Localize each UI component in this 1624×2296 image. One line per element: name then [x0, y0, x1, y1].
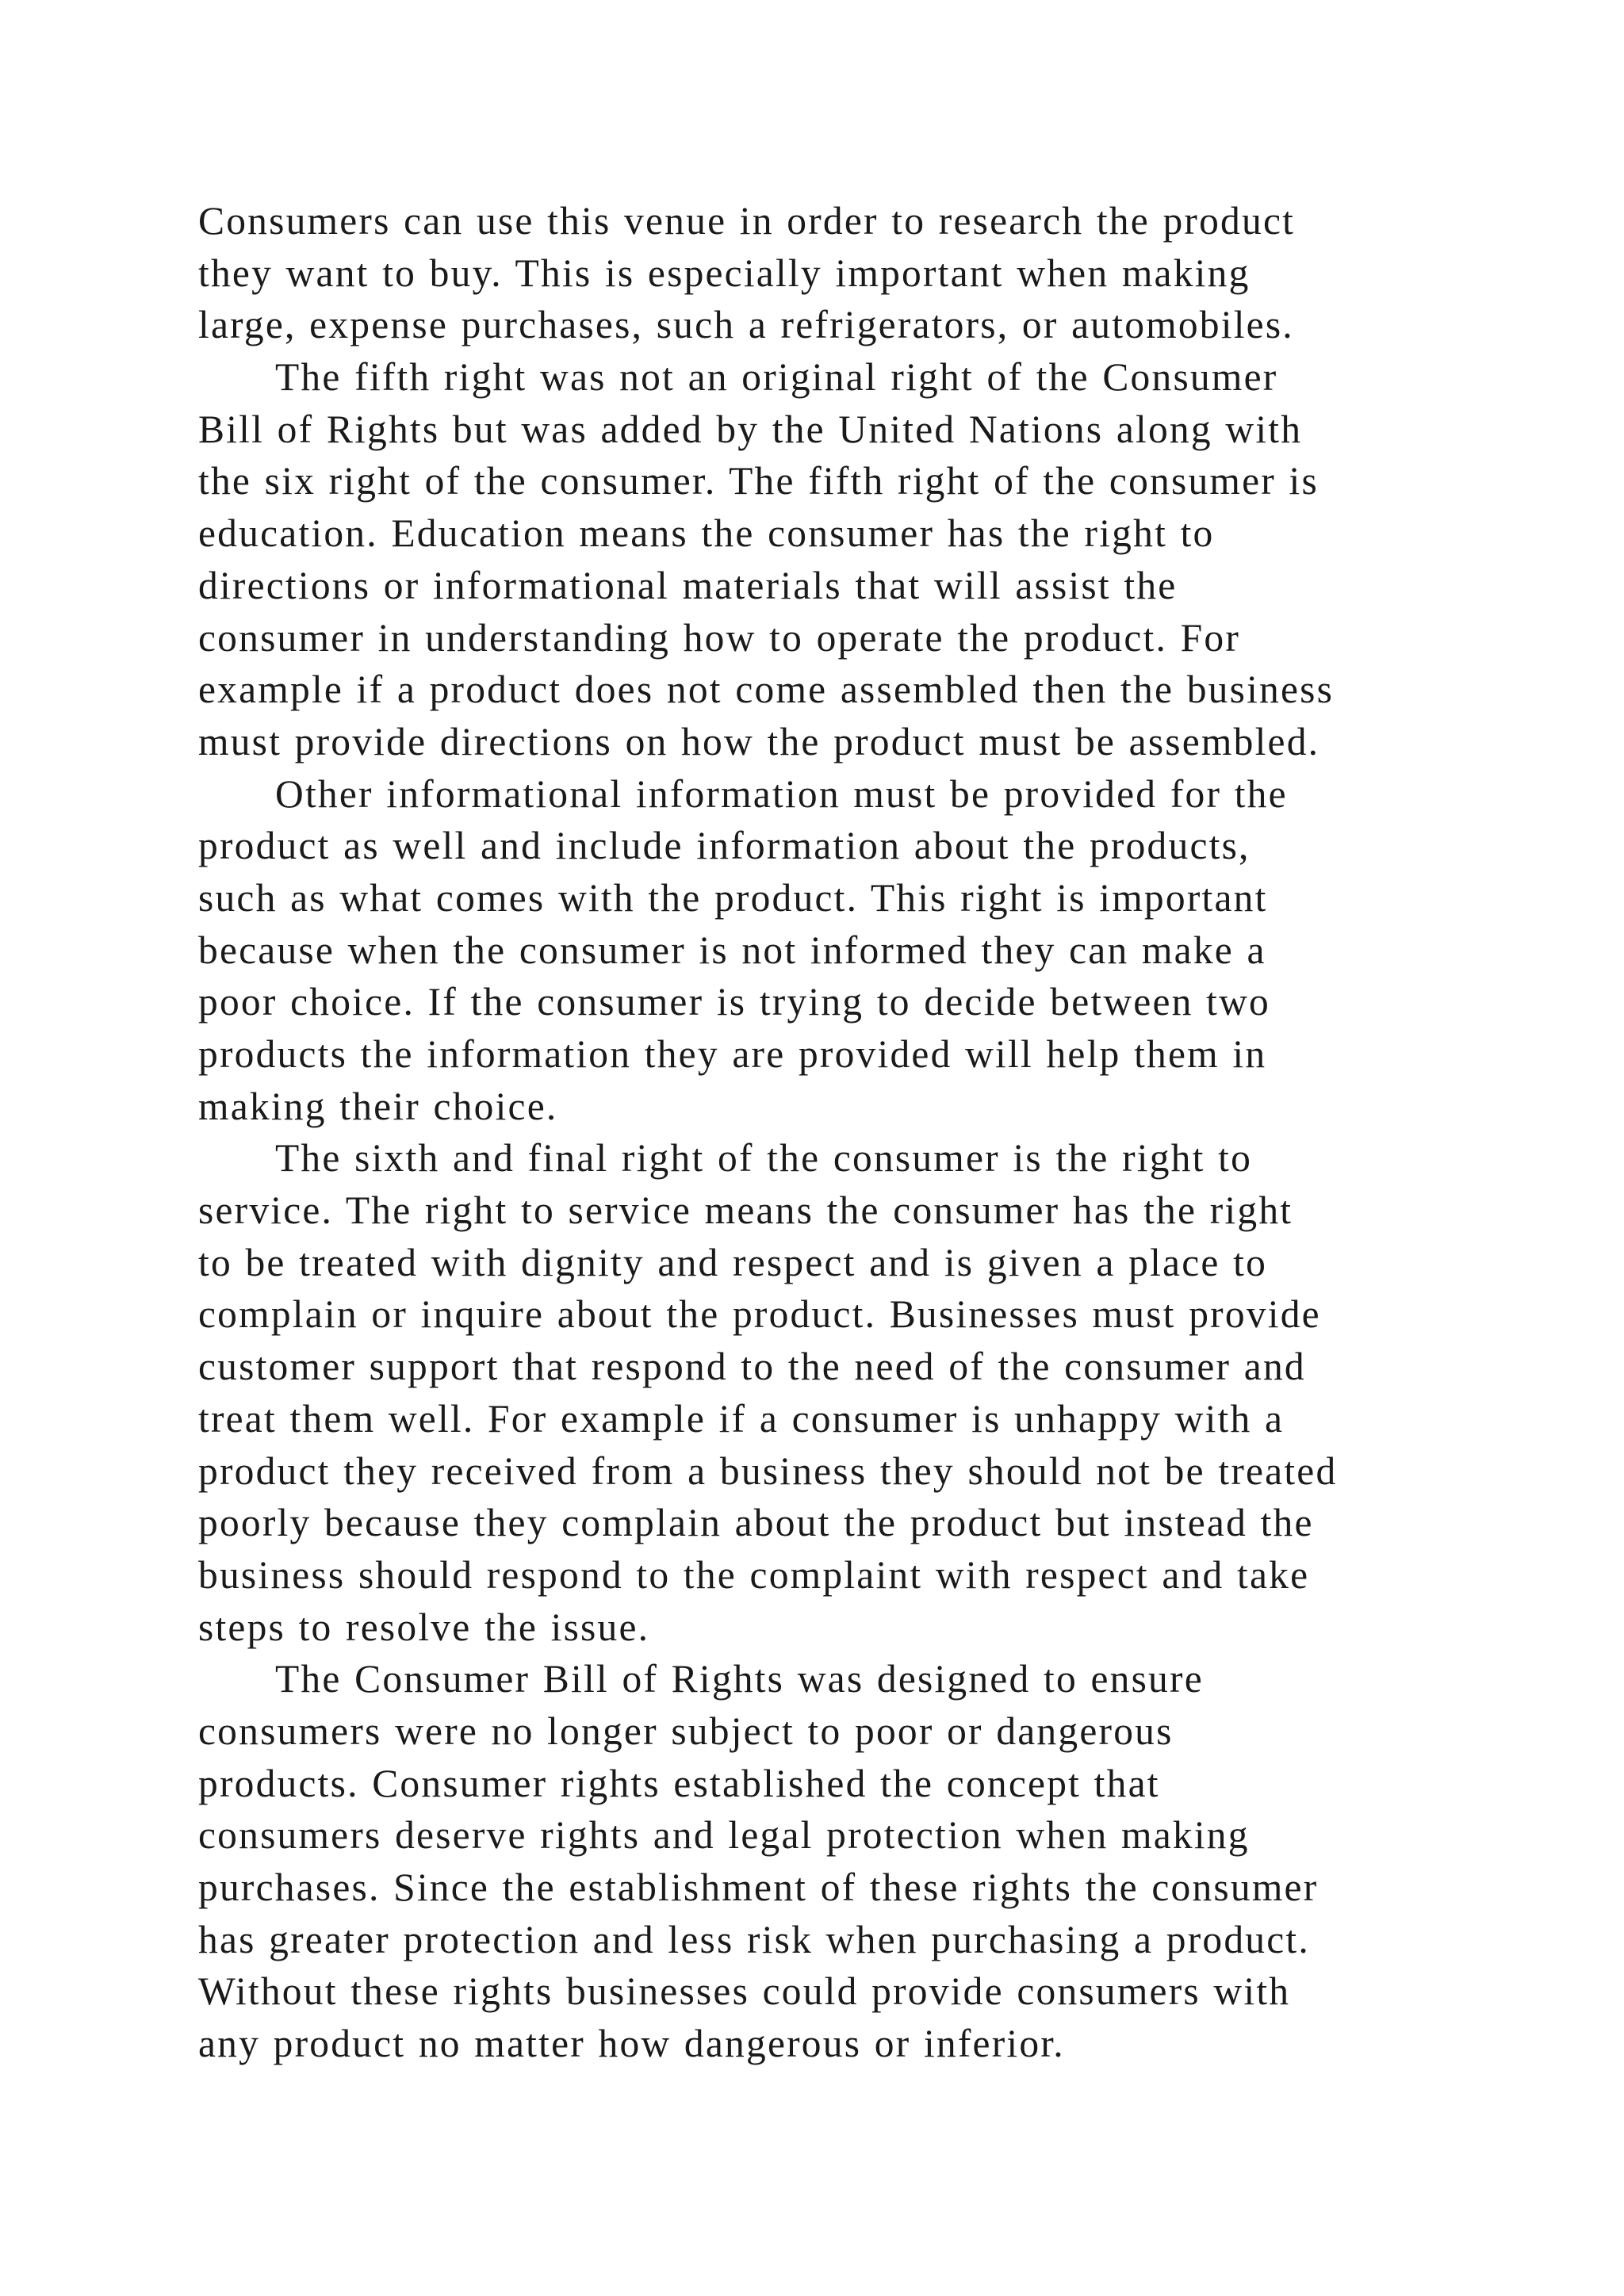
text-line: they want to buy. This is especially important when making — [198, 251, 1251, 295]
text-line: poorly because they complain about the product but instead the — [198, 1501, 1314, 1545]
text-line: complain or inquire about the product. Businesses must provide — [198, 1292, 1321, 1337]
paragraph-first-line: The fifth right was not an original right of the Consumer — [275, 355, 1278, 400]
text-line: the six right of the consumer. The fifth right of the consumer is — [198, 459, 1319, 503]
text-line: directions or informational materials that will assist the — [198, 563, 1178, 607]
text-line: to be treated with dignity and respect and is given a place to — [198, 1240, 1268, 1284]
paragraph-first-line: The Consumer Bill of Rights was designed to ensure — [275, 1657, 1204, 1701]
text-line: must provide directions on how the product must be assembled. — [198, 719, 1320, 763]
text-line: products the information they are provided will help them in — [198, 1032, 1267, 1076]
text-line: customer support that respond to the need of the consumer and — [198, 1345, 1306, 1389]
text-line: because when the consumer is not informed they can make a — [198, 928, 1266, 972]
text-line: example if a product does not come assembled then the business — [198, 668, 1335, 712]
text-line: steps to resolve the issue. — [198, 1605, 650, 1649]
document-body — [198, 195, 1491, 2070]
text-line: purchases. Since the establishment of these rights the consumer — [198, 1866, 1319, 1909]
text-line: Without these rights businesses could provide consumers with — [198, 1969, 1291, 2014]
text-line: service. The right to service means the consumer has the right — [198, 1188, 1293, 1233]
text-line: consumer in understanding how to operate the product. For — [198, 615, 1241, 660]
text-line: any product no matter how dangerous or inferior. — [198, 2022, 1065, 2066]
paragraph-first-line: The sixth and final right of the consumer is the right to — [275, 1136, 1253, 1181]
text-line: treat them well. For example if a consumer is unhappy with a — [198, 1396, 1285, 1441]
text-line: Bill of Rights but was added by the United Nations along with — [198, 407, 1303, 451]
text-line: has greater protection and less risk when purchasing a product. — [198, 1917, 1310, 1961]
text-line: education. Education means the consumer has the right to — [198, 511, 1215, 556]
text-line: Consumers can use this venue in order to research the product — [198, 199, 1296, 243]
text-line: making their choice. — [198, 1084, 558, 1128]
text-line: products. Consumer rights established the concept that — [198, 1761, 1160, 1805]
text-line: large, expense purchases, such a refrigerators, or automobiles. — [198, 303, 1294, 347]
text-line: poor choice. If the consumer is trying to decide between two — [198, 980, 1270, 1024]
paragraph-first-line: Other informational information must be provided for the — [275, 771, 1288, 816]
text-line: such as what comes with the product. This right is important — [198, 875, 1268, 920]
text-line: consumers deserve rights and legal protection when making — [198, 1813, 1250, 1858]
text-line: consumers were no longer subject to poor or dangerous — [198, 1709, 1174, 1753]
text-line: product as well and include information about the products, — [198, 824, 1251, 868]
text-line: business should respond to the complaint with respect and take — [198, 1552, 1310, 1597]
text-line: product they received from a business they should not be treated — [198, 1448, 1338, 1493]
